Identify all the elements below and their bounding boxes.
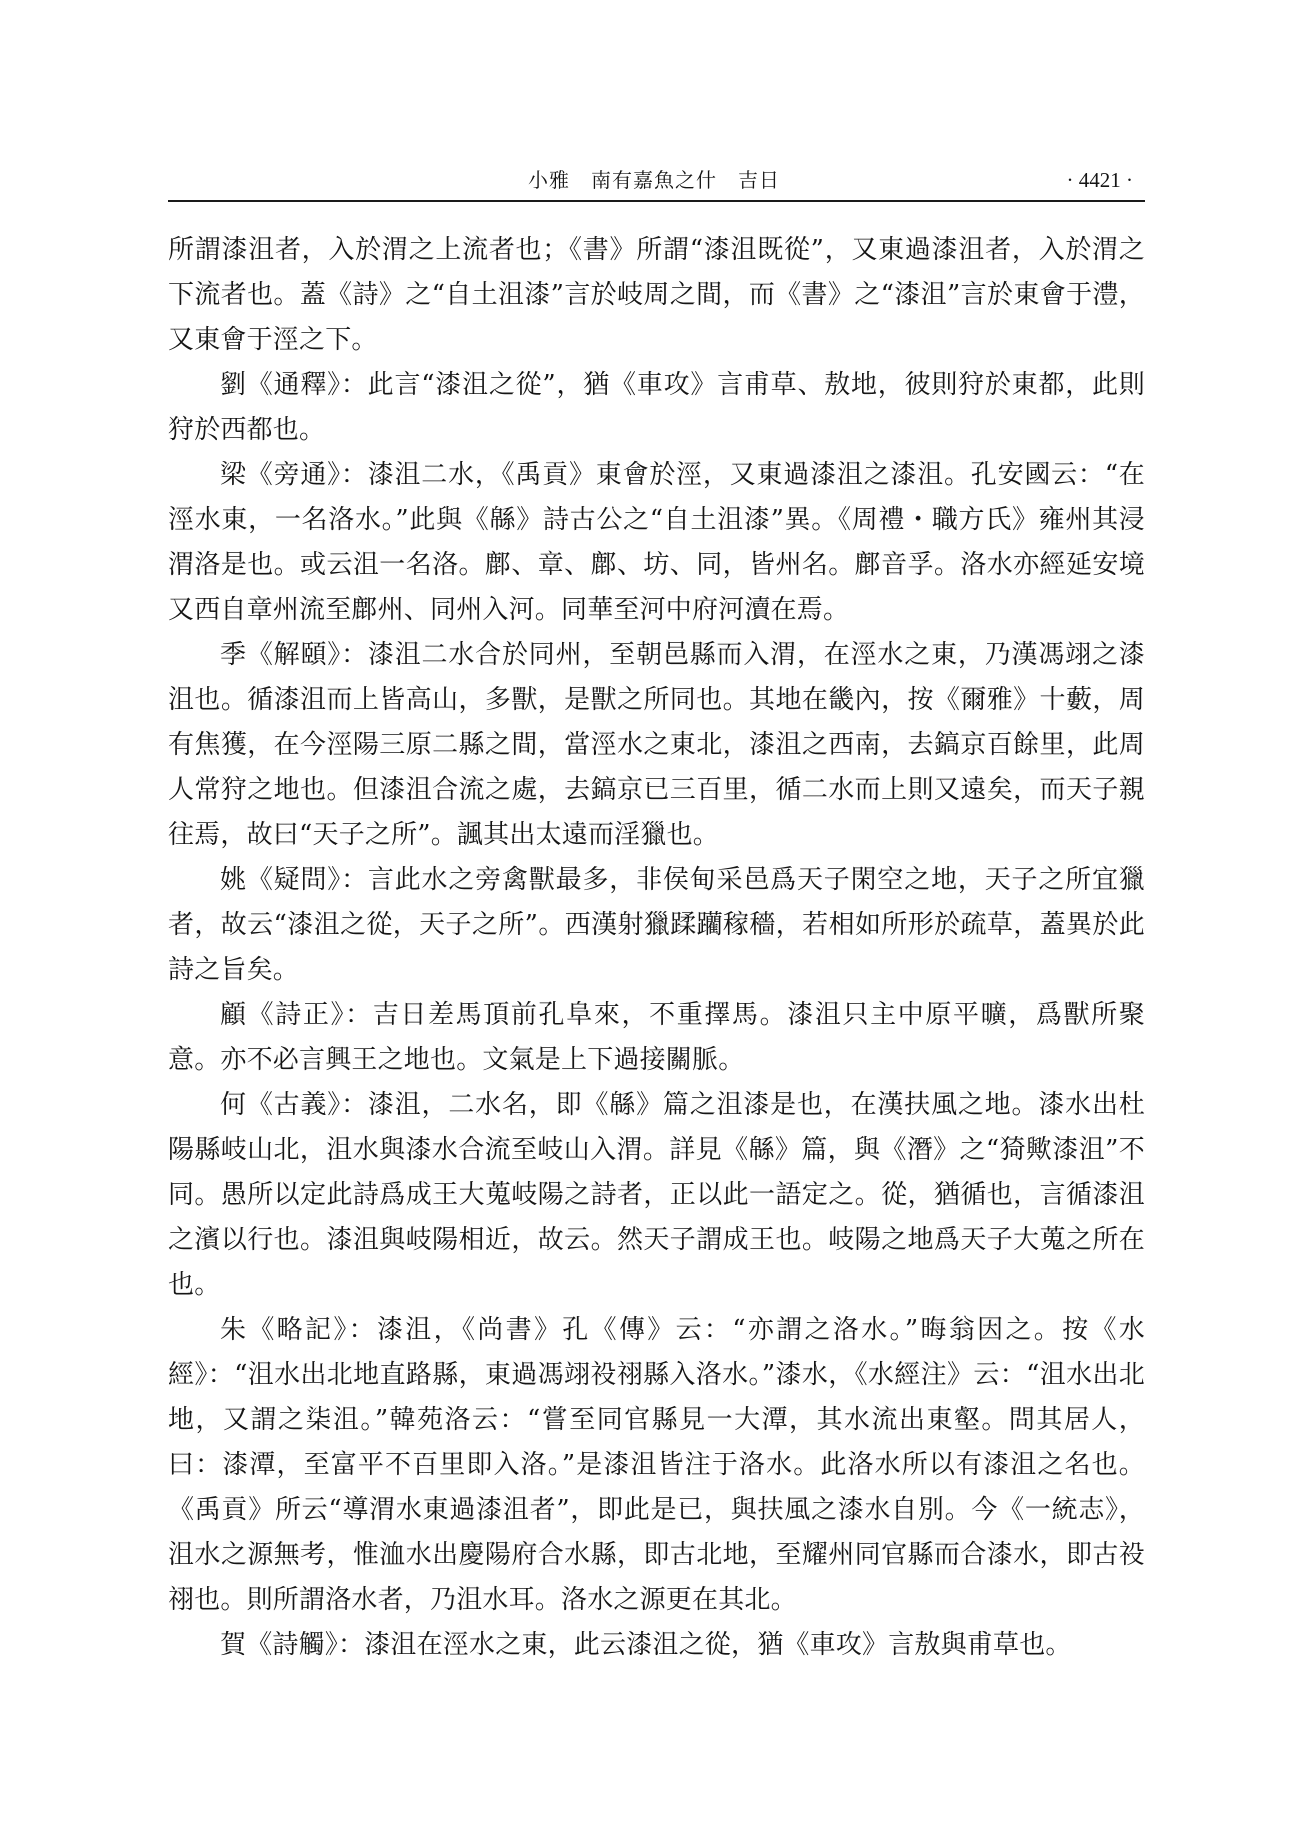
paragraph-yao-yiwen: 姚《疑問》：言此水之旁禽獸最多，非侯甸采邑爲天子閑空之地，天子之所宜獵者，故云“漆沮之從，天子之所”。西漢射獵蹂躪稼穡，若相如所形於疏草，蓋異於此詩之旨矣。 — [168, 865, 1145, 985]
paragraph-continued: 所謂漆沮者，入於渭之上流者也；《書》所謂“漆沮既從”，又東過漆沮者，入於渭之下流者也。蓋《詩》之“自土沮漆”言於岐周之間，而《書》之“漆沮”言於東會于澧，又東會于涇之下。 — [168, 235, 1145, 355]
paragraph-he-guyi: 何《古義》：漆沮，二水名，即《緜》篇之沮漆是也，在漢扶風之地。漆水出杜陽縣岐山北，沮水與漆水合流至岐山入渭。詳見《緜》篇，與《潛》之“猗歟漆沮”不同。愚所以定此詩爲成王大蒐岐陽之詩者，正以此一語定之。從，猶循也，言循漆沮之濱以行也。漆沮與岐陽相近，故云。然天子謂成王也。岐陽之地爲天子大蒐之所在也。 — [168, 1090, 1145, 1300]
paragraph-liu-tongshi: 劉《通釋》：此言“漆沮之從”，猶《車攻》言甫草、敖地，彼則狩於東都，此則狩於西都也。 — [168, 370, 1145, 445]
running-title: 小雅 南有嘉魚之什 吉日 — [528, 168, 780, 192]
page-number: · 4421 · — [1066, 168, 1133, 192]
running-header — [168, 163, 1145, 197]
paragraph-gu-shizheng: 顧《詩正》：吉日差馬頂前孔阜來，不重擇馬。漆沮只主中原平曠，爲獸所聚意。亦不必言興王之地也。文氣是上下過接關脈。 — [168, 1000, 1145, 1075]
paragraph-zhu-lueji: 朱《略記》：漆沮，《尚書》孔《傳》云：“亦謂之洛水。”晦翁因之。按《水經》：“沮水出北地直路縣，東過馮翊祋祤縣入洛水。”漆水，《水經注》云：“沮水出北地，又謂之柒沮。”韓苑洛云：“嘗至同官縣見一大潭，其水流出東壑。問其居人，曰：漆潭，至富平不百里即入洛。”是漆沮皆注于洛水。此洛水所以有漆沮之名也。《禹貢》所云“導渭水東過漆沮者”，即此是已，與扶風之漆水自別。今《一統志》，沮水之源無考，惟洫水出慶陽府合水縣，即古北地，至耀州同官縣而合漆水，即古祋祤也。則所謂洛水者，乃沮水耳。洛水之源更在其北。 — [168, 1315, 1145, 1615]
header-rule — [168, 200, 1145, 202]
paragraph-ji-jieyi: 季《解頤》：漆沮二水合於同州，至朝邑縣而入渭，在涇水之東，乃漢馮翊之漆沮也。循漆沮而上皆高山，多獸，是獸之所同也。其地在畿內，按《爾雅》十藪，周有焦獲，在今涇陽三原二縣之間，當涇水之東北，漆沮之西南，去鎬京百餘里，此周人常狩之地也。但漆沮合流之處，去鎬京已三百里，循二水而上則又遠矣，而天子親往焉，故曰“天子之所”。諷其出太遠而淫獵也。 — [168, 640, 1145, 850]
paragraph-he-shichu: 賀《詩觸》：漆沮在涇水之東，此云漆沮之從，猶《車攻》言敖與甫草也。 — [220, 1630, 1072, 1660]
paragraph-liang-pangtong: 梁《旁通》：漆沮二水，《禹貢》東會於涇，又東過漆沮之漆沮。孔安國云：“在涇水東，一名洛水。”此與《緜》詩古公之“自土沮漆”異。《周禮・職方氏》雍州其浸渭洛是也。或云沮一名洛。鄜、章、鄜、坊、同，皆州名。鄜音孚。洛水亦經延安境又西自章州流至鄜州、同州入河。同華至河中府河瀆在焉。 — [168, 460, 1145, 625]
body-text — [168, 228, 1145, 1668]
